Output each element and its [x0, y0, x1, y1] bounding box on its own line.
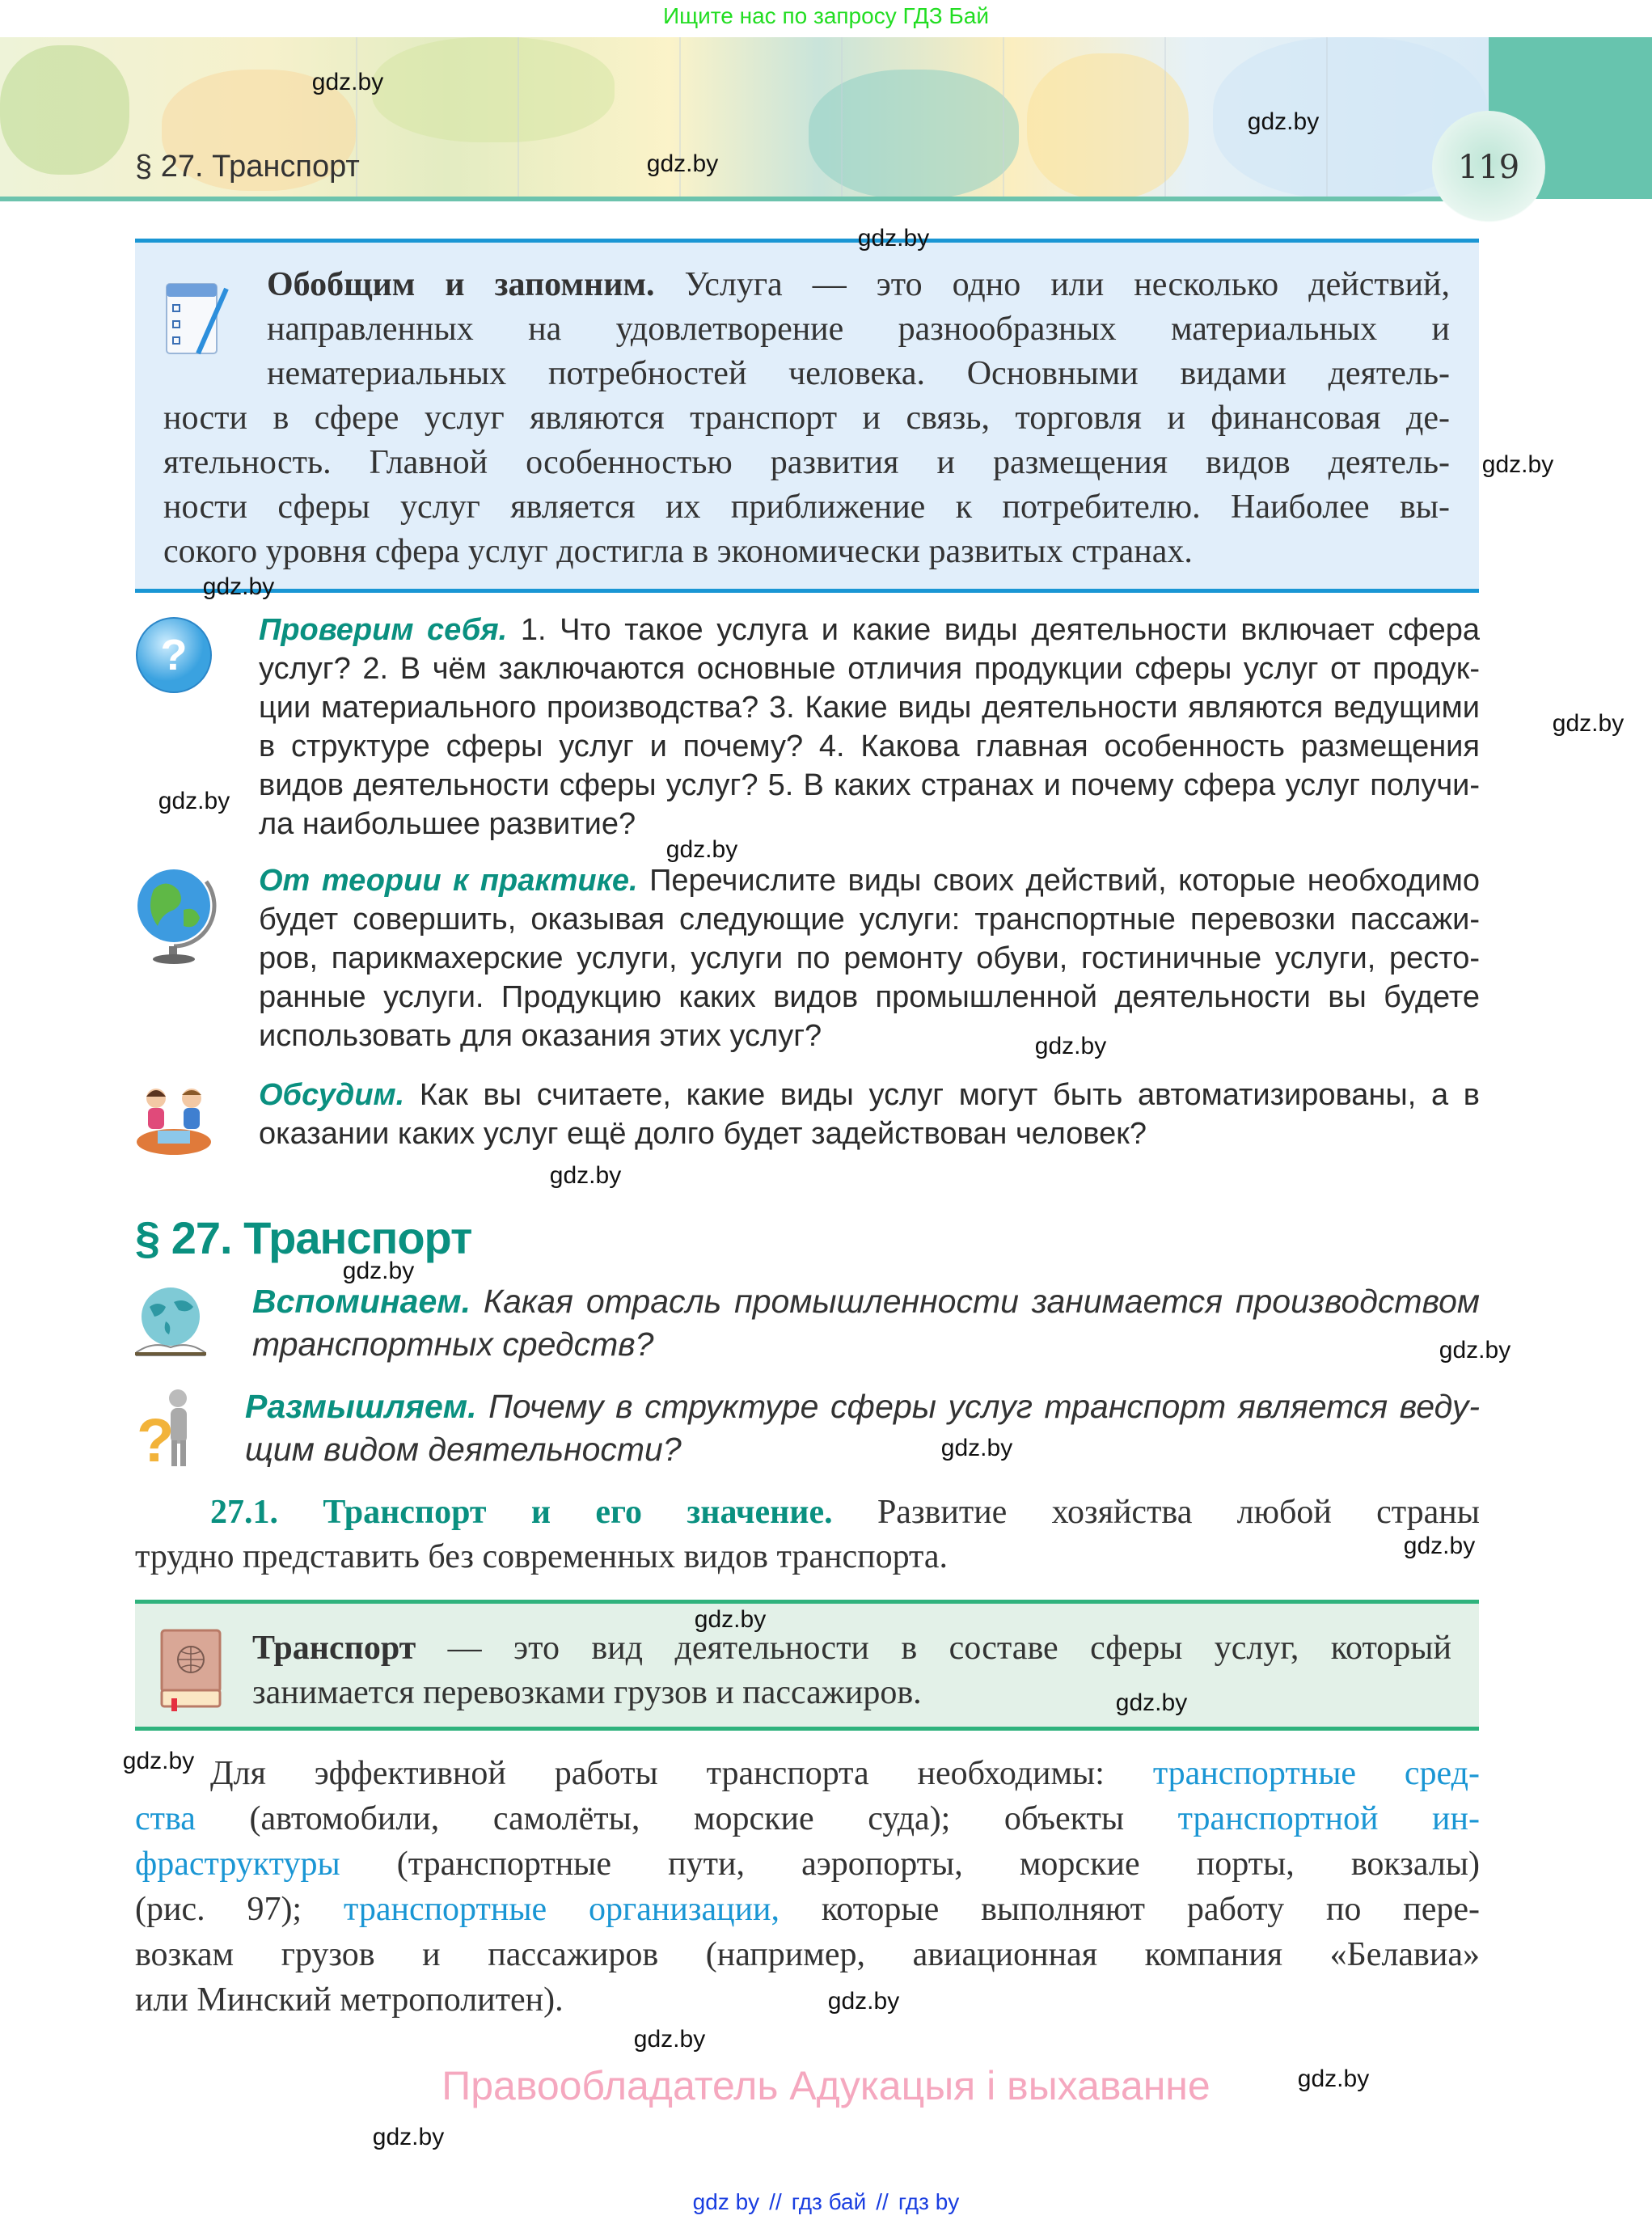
footer-separator: // — [769, 2189, 782, 2214]
text-run: (транспортные пути, аэропорты, морские порты, вокзалы) — [340, 1846, 1480, 1883]
watermark: gdz.by — [158, 788, 230, 814]
text-run: нематериальных потребностей человека. Основными видами деятель- — [267, 355, 1450, 392]
watermark: gdz.by — [633, 2026, 706, 2053]
watermark: gdz.by — [1034, 1033, 1107, 1059]
section-title: § 27. Транспорт — [135, 1212, 472, 1263]
text-run: или Минский метрополитен). — [135, 1981, 564, 2019]
copyright-notice: Правообладатель Адукацыя і выхаванне — [442, 2063, 1210, 2108]
text-run: направленных на удовлетворение разнообразных материальных и — [267, 311, 1450, 348]
lead-heading: Размышляем. — [245, 1388, 477, 1425]
question-icon — [133, 615, 214, 696]
text-run: (автомобили, самолёты, морские суда); объекты — [195, 1800, 1178, 1837]
watermark: gdz.by — [665, 836, 738, 863]
text-line — [135, 1535, 1480, 1579]
footer-link-gdz-bai[interactable]: гдз бай — [791, 2189, 867, 2214]
footer-link-gdz-by-2[interactable]: гдз by — [898, 2189, 960, 2214]
text-run: ятельность. Главной особенностью развития и размещения видов деятель- — [163, 444, 1450, 481]
practice-text — [259, 861, 1480, 1055]
watermark: gdz.by — [549, 1162, 622, 1189]
text-run: возкам грузов и пассажиров (например, авиационная компания «Белавиа» — [135, 1936, 1480, 1973]
definition-text — [252, 1626, 1451, 1715]
footer-links — [0, 2189, 1652, 2215]
text-run: Какая отрасль промышленности занимается производством — [470, 1283, 1480, 1320]
text-line — [163, 530, 1450, 574]
lead-heading: Обобщим и запомним. — [267, 266, 655, 303]
text-line — [252, 1280, 1480, 1323]
summary-text — [163, 263, 1450, 574]
watermark: gdz.by — [1297, 2065, 1370, 2092]
text-run: оказании каких услуг ещё долго будет задействован человек? — [259, 1117, 1147, 1151]
text-run: видов деятельности сферы услуг? 5. В каких странах и почему сфера услуг получи- — [259, 768, 1480, 802]
watermark: gdz.by — [694, 1606, 767, 1633]
text-run: услуг? 2. В чём заключаются основные отличия продукции сферы услуг от продук- — [259, 652, 1480, 686]
term-highlight: транспортные организации, — [343, 1891, 780, 1928]
thinking-figure-icon — [133, 1387, 202, 1468]
watermark: gdz.by — [1552, 710, 1625, 737]
check-yourself-text — [259, 611, 1480, 844]
lead-heading: Обсудим. — [259, 1078, 405, 1112]
globe-icon — [133, 865, 218, 966]
text-run: 1. Что такое услуга и какие виды деятельности включает сфера — [507, 613, 1480, 647]
text-run: Услуга — это одно или несколько действий, — [654, 266, 1450, 303]
text-line — [163, 485, 1450, 530]
lead-heading: 27.1. Транспорт и его значение. — [210, 1494, 833, 1531]
text-line — [267, 307, 1450, 352]
text-run: ности в сфере услуг являются транспорт и связь, торговля и финансовая де- — [163, 400, 1450, 437]
text-run: ранные услуги. Продукцию каких видов промышленной деятельности вы будете — [259, 980, 1480, 1014]
text-line — [163, 396, 1450, 441]
text-line — [259, 1114, 1480, 1153]
text-run: использовать для оказания этих услуг? — [259, 1019, 822, 1053]
term-highlight: транспортной ин- — [1177, 1800, 1480, 1837]
footer-link-gdz-by[interactable]: gdz by — [692, 2189, 760, 2214]
watermark: gdz.by — [857, 225, 930, 252]
watermark: gdz.by — [940, 1435, 1013, 1461]
text-run: транспортных средств? — [252, 1326, 654, 1363]
watermark: gdz.by — [1439, 1337, 1511, 1364]
text-line — [259, 688, 1480, 727]
text-line — [259, 900, 1480, 939]
text-line — [259, 805, 1480, 844]
running-title: § 27. Транспорт — [135, 150, 360, 184]
svg-text:?: ? — [137, 1406, 175, 1468]
text-run: которые выполняют работу по пере- — [780, 1891, 1481, 1928]
text-run: ров, парикмахерские услуги, услуги по ремонту обуви, гостиничные услуги, ресто- — [259, 941, 1480, 975]
text-line — [245, 1428, 1480, 1471]
text-line — [210, 1751, 1480, 1796]
text-line — [259, 766, 1480, 805]
text-line — [259, 861, 1480, 900]
text-run: Перечислите виды своих действий, которые необходимо — [637, 864, 1480, 898]
footer-separator: // — [876, 2189, 889, 2214]
watermark: gdz.by — [1403, 1533, 1476, 1559]
text-line — [135, 1932, 1480, 1977]
text-run: в структуре сферы услуг и почему? 4. Какова главная особенность размещения — [259, 729, 1480, 763]
text-run: ции материального производства? 3. Какие виды деятельности являются ведущими — [259, 691, 1480, 725]
text-line — [135, 1887, 1480, 1932]
text-run: ности сферы услуг является их приближение к потребителю. Наиболее вы- — [163, 488, 1450, 526]
watermark: gdz.by — [1115, 1689, 1188, 1716]
text-line — [259, 1017, 1480, 1055]
world-book-icon — [133, 1286, 208, 1357]
watermark: gdz.by — [202, 573, 275, 600]
text-run: занимается перевозками грузов и пассажиров. — [252, 1674, 922, 1711]
search-hint: Ищите нас по запросу ГДЗ Бай — [662, 3, 990, 28]
text-run: сокого уровня сфера услуг достигла в экономически развитых странах. — [163, 533, 1193, 570]
text-line — [252, 1671, 1451, 1715]
text-line — [259, 649, 1480, 688]
text-line — [259, 939, 1480, 978]
watermark: gdz.by — [372, 2124, 445, 2150]
header-divider — [0, 197, 1489, 201]
watermark: gdz.by — [311, 69, 384, 95]
lead-heading: Проверим себя. — [259, 613, 508, 647]
text-line — [252, 1626, 1451, 1671]
text-line — [259, 611, 1480, 649]
term-highlight: фраструктуры — [135, 1846, 340, 1883]
text-line — [135, 1977, 1480, 2023]
text-line — [267, 352, 1450, 396]
subsection-text — [135, 1490, 1480, 1579]
text-line — [267, 263, 1450, 307]
lead-heading: От теории к практике. — [259, 864, 638, 898]
text-run: — это вид деятельности в составе сферы услуг, который — [416, 1630, 1451, 1667]
text-line — [245, 1385, 1480, 1428]
text-line — [259, 727, 1480, 766]
text-line — [259, 1076, 1480, 1114]
text-run: (рис. 97); — [135, 1891, 344, 1928]
reflect-text — [245, 1385, 1480, 1471]
text-run: ла наибольшее развитие? — [259, 807, 636, 841]
lead-heading: Транспорт — [252, 1630, 416, 1667]
text-run: трудно представить без современных видов транспорта. — [135, 1538, 949, 1575]
page-number: 119 — [1432, 111, 1545, 224]
text-run: Почему в структуре сферы услуг транспорт является веду- — [476, 1388, 1480, 1425]
text-line — [210, 1490, 1480, 1535]
recall-text — [252, 1280, 1480, 1366]
term-highlight: транспортные сред- — [1152, 1755, 1481, 1792]
watermark: gdz.by — [827, 1988, 900, 2015]
watermark: gdz.by — [1247, 108, 1320, 135]
text-line — [135, 1796, 1480, 1841]
discuss-text — [259, 1076, 1480, 1153]
text-line — [259, 978, 1480, 1017]
term-highlight: ства — [135, 1800, 196, 1837]
text-run: Развитие хозяйства любой страны — [832, 1494, 1480, 1531]
watermark: gdz.by — [342, 1258, 415, 1284]
text-line — [163, 441, 1450, 485]
body-paragraph — [135, 1751, 1480, 2023]
children-icon — [133, 1084, 214, 1158]
text-run: Для эффективной работы транспорта необходимы: — [210, 1755, 1153, 1792]
text-run: Как вы считаете, какие виды услуг могут быть автоматизированы, а в — [404, 1078, 1480, 1112]
lead-heading: Вспоминаем. — [252, 1283, 471, 1320]
watermark: gdz.by — [646, 150, 719, 177]
text-run: щим видом деятельности? — [245, 1431, 682, 1468]
text-line — [135, 1841, 1480, 1887]
svg-text:?: ? — [160, 631, 188, 679]
book-icon — [158, 1627, 226, 1713]
text-line — [252, 1323, 1480, 1366]
watermark: gdz.by — [1481, 451, 1554, 478]
watermark: gdz.by — [122, 1748, 195, 1774]
text-run: будет совершить, оказывая следующие услуги: транспортные перевозки пассажи- — [259, 903, 1480, 937]
